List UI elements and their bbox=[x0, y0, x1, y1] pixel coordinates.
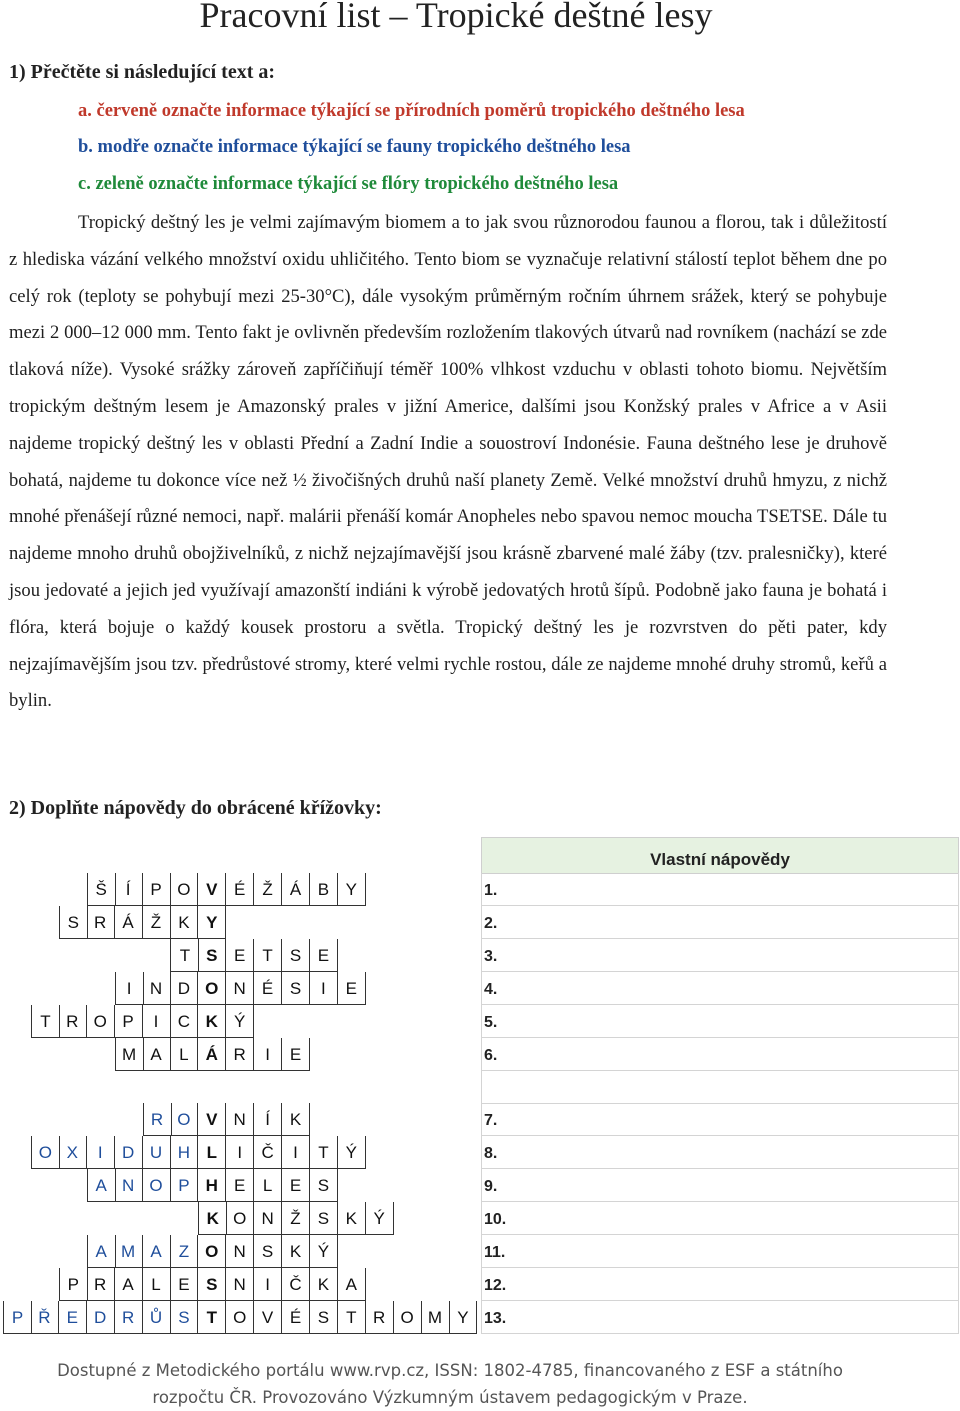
crossword-letter: Ý bbox=[338, 1136, 366, 1169]
crossword-letter: S bbox=[310, 1301, 338, 1334]
clue-box[interactable] bbox=[481, 1268, 959, 1301]
crossword-letter: M bbox=[115, 1235, 143, 1268]
crossword-letter: T bbox=[338, 1301, 366, 1334]
crossword-letter: Č bbox=[282, 1268, 310, 1301]
crossword-letter: S bbox=[282, 972, 310, 1005]
crossword-letter: E bbox=[59, 1301, 87, 1334]
crossword-letter: N bbox=[226, 972, 254, 1005]
crossword-letter: B bbox=[310, 873, 338, 906]
clue-box[interactable] bbox=[481, 1103, 959, 1136]
crossword-letter: I bbox=[87, 1136, 115, 1169]
crossword-key-letter: V bbox=[198, 873, 226, 906]
clue-number: 4. bbox=[484, 981, 498, 998]
crossword-letter: O bbox=[170, 873, 198, 906]
crossword-key-letter: H bbox=[198, 1169, 226, 1202]
crossword-letter: Í bbox=[254, 1103, 282, 1136]
crossword-letter: S bbox=[282, 939, 310, 972]
crossword-letter: Y bbox=[338, 873, 366, 906]
crossword-letter: R bbox=[226, 1038, 254, 1071]
crossword-letter: R bbox=[87, 906, 115, 939]
crossword-letter: N bbox=[254, 1202, 282, 1235]
crossword-letter: Í bbox=[115, 873, 143, 906]
clue-box[interactable] bbox=[481, 939, 959, 972]
crossword-letter: Ů bbox=[143, 1301, 171, 1334]
crossword-letter: N bbox=[226, 1235, 254, 1268]
clue-box[interactable] bbox=[481, 1136, 959, 1169]
crossword-letter: Ž bbox=[143, 906, 171, 939]
clue-number: 5. bbox=[484, 1014, 498, 1031]
crossword-key-letter: S bbox=[198, 939, 226, 972]
crossword-letter: A bbox=[87, 1235, 116, 1268]
footer-line-2: rozpočtu ČR. Provozováno Výzkumným ústavem pedagogickým v Praze. bbox=[152, 1388, 748, 1407]
clue-box[interactable] bbox=[481, 972, 959, 1005]
crossword-letter: Á bbox=[115, 906, 143, 939]
instruction-blue: b. modře označte informace týkající se fauny tropického deštného lesa bbox=[78, 137, 631, 157]
crossword-letter: S bbox=[59, 906, 88, 939]
clue-box[interactable] bbox=[481, 1005, 959, 1038]
crossword-letter: N bbox=[143, 972, 171, 1005]
crossword-key-letter: Y bbox=[198, 906, 226, 939]
crossword-key-letter: Á bbox=[198, 1038, 226, 1071]
crossword-letter: O bbox=[226, 1301, 254, 1334]
clues-header bbox=[481, 837, 959, 874]
crossword-letter: I bbox=[310, 972, 338, 1005]
clue-box[interactable] bbox=[481, 1235, 959, 1268]
crossword-letter: P bbox=[170, 1169, 198, 1202]
crossword-letter: D bbox=[170, 972, 198, 1005]
crossword-letter: S bbox=[170, 1301, 198, 1334]
crossword-letter: E bbox=[226, 939, 254, 972]
crossword-letter: L bbox=[254, 1169, 282, 1202]
clue-number: 13. bbox=[484, 1310, 507, 1327]
crossword-letter: K bbox=[170, 906, 198, 939]
crossword-letter: É bbox=[282, 1301, 310, 1334]
crossword-letter: Á bbox=[282, 873, 310, 906]
crossword-letter: E bbox=[282, 1169, 310, 1202]
crossword-letter: P bbox=[115, 1005, 143, 1038]
crossword-letter: R bbox=[366, 1301, 394, 1334]
crossword-letter: Ý bbox=[226, 1005, 254, 1038]
crossword-letter: T bbox=[310, 1136, 338, 1169]
clue-box-empty[interactable] bbox=[481, 1071, 959, 1104]
crossword-letter: A bbox=[338, 1268, 366, 1301]
crossword-key-letter: K bbox=[198, 1202, 227, 1235]
crossword-letter: M bbox=[115, 1038, 144, 1071]
crossword-letter: Ž bbox=[282, 1202, 310, 1235]
crossword-letter: É bbox=[226, 873, 254, 906]
crossword-key-letter: K bbox=[198, 1005, 226, 1038]
crossword-letter: V bbox=[254, 1301, 282, 1334]
instruction-green: c. zeleně označte informace týkající se flóry tropického deštného lesa bbox=[78, 174, 619, 194]
clue-number: 1. bbox=[484, 882, 498, 899]
crossword-letter: E bbox=[226, 1169, 254, 1202]
clue-box[interactable] bbox=[481, 1202, 959, 1235]
crossword-letter: Y bbox=[449, 1301, 477, 1334]
crossword-letter: N bbox=[226, 1103, 254, 1136]
crossword-letter: S bbox=[254, 1235, 282, 1268]
clues-header-label: Vlastní nápovědy bbox=[650, 850, 790, 869]
clue-number: 12. bbox=[484, 1277, 507, 1294]
clue-number: 3. bbox=[484, 948, 498, 965]
crossword-letter: I bbox=[282, 1136, 310, 1169]
crossword-letter: P bbox=[143, 873, 171, 906]
clue-number: 10. bbox=[484, 1211, 507, 1228]
crossword-letter: I bbox=[143, 1005, 171, 1038]
crossword-key-letter: O bbox=[198, 1235, 226, 1268]
crossword-letter: P bbox=[59, 1268, 88, 1301]
footer-line-1: Dostupné z Metodického portálu www.rvp.cz, ISSN: 1802-4785, financovaného z ESF a státního bbox=[57, 1361, 843, 1380]
crossword-letter: K bbox=[282, 1235, 310, 1268]
crossword-letter: T bbox=[254, 939, 282, 972]
crossword-letter: C bbox=[170, 1005, 198, 1038]
crossword-letter: O bbox=[226, 1202, 254, 1235]
crossword-letter: M bbox=[422, 1301, 450, 1334]
crossword-letter: O bbox=[394, 1301, 422, 1334]
crossword-letter: A bbox=[87, 1169, 116, 1202]
crossword-letter: E bbox=[338, 972, 366, 1005]
crossword-key-letter: L bbox=[198, 1136, 226, 1169]
crossword-letter: A bbox=[143, 1235, 171, 1268]
clue-number: 2. bbox=[484, 915, 498, 932]
crossword-letter: H bbox=[170, 1136, 198, 1169]
clue-number: 8. bbox=[484, 1145, 498, 1162]
crossword-letter: E bbox=[170, 1268, 198, 1301]
crossword-key-letter: T bbox=[198, 1301, 226, 1334]
crossword-letter: L bbox=[143, 1268, 171, 1301]
crossword-letter: Ý bbox=[366, 1202, 394, 1235]
crossword-letter: O bbox=[31, 1136, 60, 1169]
clue-number: 9. bbox=[484, 1178, 498, 1195]
crossword-letter: O bbox=[87, 1005, 115, 1038]
crossword-letter: R bbox=[115, 1301, 143, 1334]
clue-box[interactable] bbox=[481, 873, 959, 906]
crossword-key-letter: O bbox=[198, 972, 226, 1005]
clue-box[interactable] bbox=[481, 1169, 959, 1202]
crossword-letter: N bbox=[115, 1169, 143, 1202]
clue-box[interactable] bbox=[481, 1038, 959, 1071]
footer bbox=[0, 1357, 900, 1411]
crossword-letter: A bbox=[143, 1038, 171, 1071]
crossword-letter: K bbox=[282, 1103, 310, 1136]
crossword-letter: L bbox=[170, 1038, 198, 1071]
crossword-letter: A bbox=[115, 1268, 143, 1301]
crossword-letter: K bbox=[310, 1268, 338, 1301]
crossword-letter: K bbox=[338, 1202, 366, 1235]
crossword-letter: I bbox=[254, 1038, 282, 1071]
crossword-letter: R bbox=[87, 1268, 115, 1301]
crossword-letter: S bbox=[310, 1202, 338, 1235]
crossword-letter: D bbox=[87, 1301, 115, 1334]
crossword-letter: I bbox=[254, 1268, 282, 1301]
page-title: Pracovní list – Tropické deštné lesy bbox=[199, 0, 713, 35]
crossword-letter: Ý bbox=[310, 1235, 338, 1268]
crossword-letter: P bbox=[3, 1301, 32, 1334]
crossword-letter: T bbox=[31, 1005, 60, 1038]
task-1-heading: 1) Přečtěte si následující text a: bbox=[9, 61, 276, 83]
crossword-letter: T bbox=[170, 939, 199, 972]
crossword-letter: Z bbox=[170, 1235, 198, 1268]
reading-text bbox=[9, 205, 887, 720]
crossword-letter: I bbox=[115, 972, 144, 1005]
clue-box[interactable] bbox=[481, 906, 959, 939]
crossword-letter: I bbox=[226, 1136, 254, 1169]
crossword-letter: D bbox=[115, 1136, 143, 1169]
clue-number: 7. bbox=[484, 1112, 498, 1129]
crossword-letter: O bbox=[143, 1169, 171, 1202]
clue-box[interactable] bbox=[481, 1301, 959, 1334]
crossword-letter: Š bbox=[87, 873, 116, 906]
crossword-letter: O bbox=[170, 1103, 198, 1136]
instruction-red: a. červeně označte informace týkající se přírodních poměrů tropického deštného lesa bbox=[78, 101, 745, 121]
crossword-letter: R bbox=[143, 1103, 172, 1136]
crossword-key-letter: S bbox=[198, 1268, 226, 1301]
crossword-letter: Č bbox=[254, 1136, 282, 1169]
crossword-letter: E bbox=[310, 939, 338, 972]
crossword-letter: R bbox=[59, 1005, 87, 1038]
crossword-letter: N bbox=[226, 1268, 254, 1301]
crossword-letter: Ž bbox=[254, 873, 282, 906]
crossword-letter: Ř bbox=[31, 1301, 59, 1334]
crossword-letter: X bbox=[59, 1136, 87, 1169]
crossword-key-letter: V bbox=[198, 1103, 226, 1136]
clue-number: 6. bbox=[484, 1047, 498, 1064]
crossword-letter: U bbox=[143, 1136, 171, 1169]
crossword-letter: E bbox=[282, 1038, 310, 1071]
reading-paragraph: Tropický deštný les je velmi zajímavým biomem a to jak svou různorodou faunou a florou, tak i důležitostí z hlediska vázání velkého množství oxidu uhličitého. Tento biom se vyznačuje relativní stálostí teplot během dne po celý rok (teploty se pohybují mezi 25-30°C), dále vysokým průměrným ročním úhrnem srážek, který se pohybuje mezi 2 000–12 000 mm. Tento fakt je ovlivněn především rozložením tlakových útvarů nad rovníkem (nachází se zde tlaková níže). Vysoké srážky zároveň zapříčiňují téměř 100% vlhkost vzduchu v oblasti tohoto biomu. Největším tropickým deštným lesem je Amazonský prales v jižní Americe, dalšími jsou Konžský prales v Africe a v Asii najdeme tropický deštný les v oblasti Přední a Zadní Indie a souostroví Indonésie. Fauna deštného lese je druhově bohatá, najdeme tu dokonce více než ½ živočišných druhů naší planety Země. Velké množství druhů hmyzu, z nichž mnohé přenášejí různé nemoci, např. malárii přenáší komár Anopheles nebo spavou nemoc moucha TSETSE. Dále tu najdeme mnoho druhů obojživelníků, z nichž nejzajímavější jsou krásně zbarvené malé žáby (tzv. pralesničky), které jsou jedovaté a jejich jed využívají amazonští indiáni k výrobě jedovatých hrotů šípů. Podobně jako fauna je bohatá i flóra, která bojuje o každý kousek prostoru a světla. Tropický deštný les je rozvrstven do pěti pater, kdy nejzajímavějším jsou tzv. předrůstové stromy, které velmi rychle rostou, dále ze najdeme mnohé druhy stromů, keřů a bylin. bbox=[9, 212, 887, 712]
crossword-letter: S bbox=[310, 1169, 338, 1202]
task-2-heading: 2) Doplňte nápovědy do obrácené křížovky: bbox=[9, 797, 382, 819]
clue-number: 11. bbox=[484, 1244, 506, 1261]
crossword-letter: É bbox=[254, 972, 282, 1005]
